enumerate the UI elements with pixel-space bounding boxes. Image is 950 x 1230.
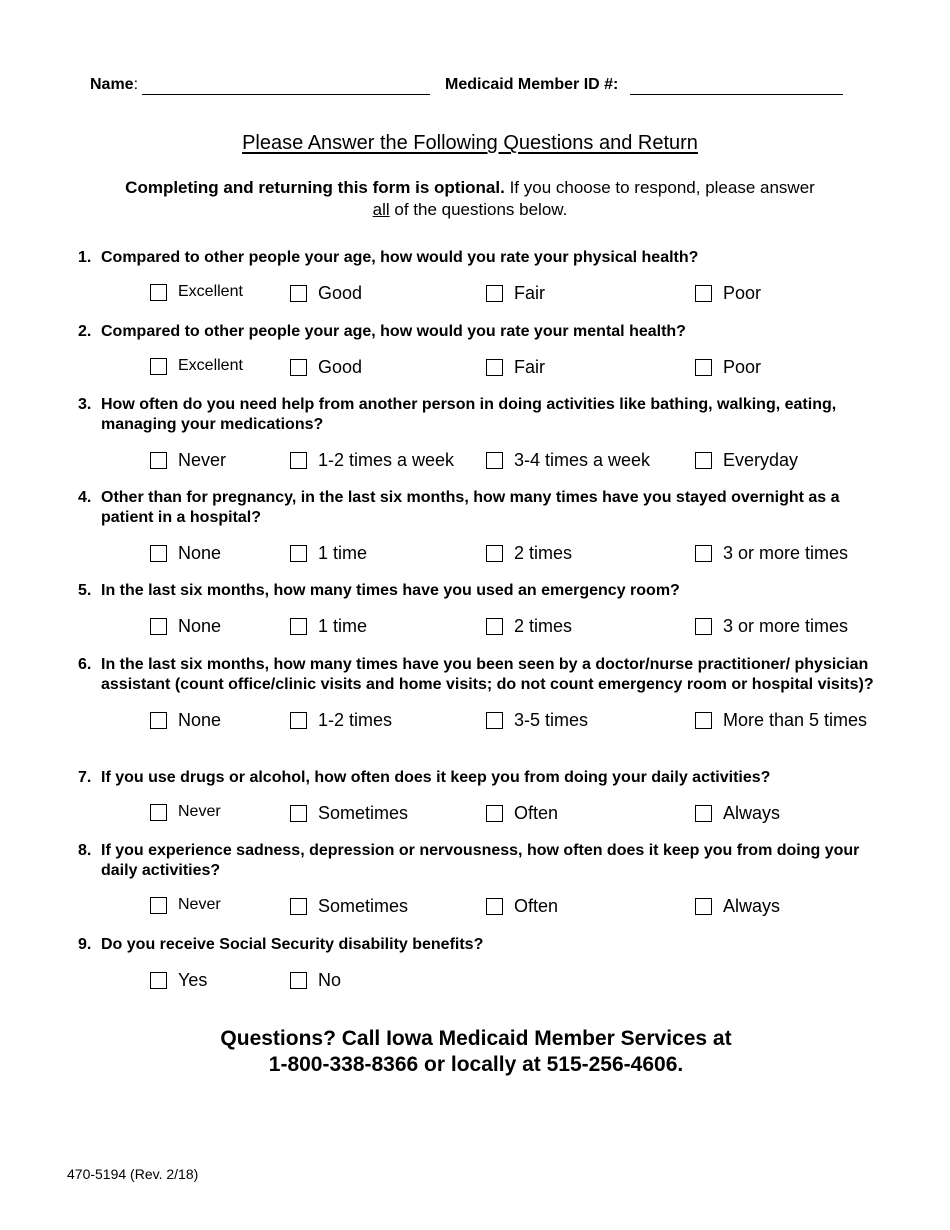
checkbox[interactable]: [290, 805, 307, 822]
intro-text: [60, 177, 880, 221]
option-1-time[interactable]: [290, 616, 367, 637]
option-label: Often: [514, 803, 559, 823]
option-1-2-times[interactable]: [290, 710, 392, 731]
member-id-label: Medicaid Member ID #:: [445, 76, 619, 93]
checkbox[interactable]: [150, 452, 167, 469]
option-label: Poor: [723, 357, 762, 377]
options-group: [78, 543, 878, 567]
option-label: Poor: [723, 283, 762, 303]
option-label: Sometimes: [318, 896, 409, 916]
intro-bold-text: Completing and returning this form is optional.: [125, 178, 505, 197]
option-label: 1-2 times: [318, 710, 393, 730]
checkbox[interactable]: [695, 545, 712, 562]
checkbox[interactable]: [150, 897, 167, 914]
name-field[interactable]: [142, 94, 430, 95]
contact-line-2: 1-800-338-8366 or locally at 515-256-4606.: [268, 1053, 684, 1076]
option-2-times[interactable]: [486, 543, 572, 564]
checkbox[interactable]: [150, 972, 167, 989]
option-good[interactable]: [290, 283, 362, 304]
option-sometimes[interactable]: [290, 803, 408, 824]
checkbox[interactable]: [695, 712, 712, 729]
option-label: None: [178, 710, 222, 730]
option-3-5-times[interactable]: [486, 710, 588, 731]
checkbox[interactable]: [486, 452, 503, 469]
question-3: [78, 395, 878, 474]
checkbox[interactable]: [486, 545, 503, 562]
option-label: Never: [178, 896, 221, 913]
checkbox[interactable]: [290, 359, 307, 376]
option-excellent[interactable]: [150, 357, 243, 375]
option-label: Excellent: [178, 357, 243, 374]
option-label: Often: [514, 896, 559, 916]
option-1-time[interactable]: [290, 543, 367, 564]
option-never[interactable]: [150, 896, 221, 914]
option-label: None: [178, 543, 222, 563]
question-number: 3.: [78, 396, 92, 413]
question-number: 5.: [78, 582, 92, 599]
member-id-field[interactable]: [630, 94, 843, 95]
option-excellent[interactable]: [150, 283, 243, 301]
intro-underlined-text: all: [372, 200, 390, 219]
option-poor[interactable]: [695, 283, 761, 304]
options-group: [78, 803, 878, 827]
option-label: No: [318, 970, 342, 990]
question-2: [78, 322, 878, 381]
option-label: 1 time: [318, 543, 368, 563]
contact-info: [0, 1026, 950, 1078]
form-header: [90, 76, 850, 100]
intro-text-part2: of the questions below.: [389, 200, 568, 219]
question-6: [78, 655, 878, 734]
checkbox[interactable]: [695, 898, 712, 915]
option-label: 3 or more times: [723, 543, 849, 563]
question-number: 8.: [78, 842, 92, 859]
checkbox[interactable]: [486, 285, 503, 302]
option-label: More than 5 times: [723, 710, 868, 730]
checkbox[interactable]: [290, 898, 307, 915]
option-3-or-more-times[interactable]: [695, 616, 848, 637]
checkbox[interactable]: [486, 898, 503, 915]
question-9: [78, 935, 878, 994]
question-text: In the last six months, how many times have you used an emergency room?: [101, 582, 680, 599]
option-label: 3-5 times: [514, 710, 589, 730]
options-group: [78, 710, 878, 734]
option-label: Everyday: [723, 450, 799, 470]
option-label: 1 time: [318, 616, 368, 636]
option-often[interactable]: [486, 896, 558, 917]
checkbox[interactable]: [486, 805, 503, 822]
question-number: 2.: [78, 323, 92, 340]
question-7: [78, 768, 878, 827]
checkbox[interactable]: [486, 359, 503, 376]
option-label: 3-4 times a week: [514, 450, 651, 470]
option-none[interactable]: [150, 616, 221, 637]
checkbox[interactable]: [150, 358, 167, 375]
question-text: Do you receive Social Security disability benefits?: [101, 936, 484, 953]
option-label: Never: [178, 450, 227, 470]
question-8: [78, 841, 878, 920]
form-title: Please Answer the Following Questions and Return: [242, 132, 698, 154]
question-text: Compared to other people your age, how would you rate your mental health?: [101, 323, 686, 340]
checkbox[interactable]: [486, 618, 503, 635]
option-fair[interactable]: [486, 357, 545, 378]
intro-text-part1: If you choose to respond, please answer: [504, 178, 815, 197]
option-sometimes[interactable]: [290, 896, 408, 917]
option-always[interactable]: [695, 803, 780, 824]
checkbox[interactable]: [290, 712, 307, 729]
option-never[interactable]: [150, 803, 221, 821]
question-4: [78, 488, 878, 567]
question-1: [78, 248, 878, 307]
option-none[interactable]: [150, 710, 221, 731]
option-none[interactable]: [150, 543, 221, 564]
options-group: [78, 357, 878, 381]
option-1-2-times-a-week[interactable]: [290, 450, 454, 471]
checkbox[interactable]: [150, 545, 167, 562]
option-label: Never: [178, 803, 221, 820]
option-more-than-5-times[interactable]: [695, 710, 867, 731]
option-label: Excellent: [178, 283, 243, 300]
options-group: [78, 450, 878, 474]
checkbox[interactable]: [290, 285, 307, 302]
checkbox[interactable]: [695, 805, 712, 822]
name-label: Name:: [90, 76, 139, 93]
question-text: If you experience sadness, depression or nervousness, how often does it keep you from doing your daily activities?: [101, 842, 860, 879]
option-3-4-times-a-week[interactable]: [486, 450, 650, 471]
option-fair[interactable]: [486, 283, 545, 304]
checkbox[interactable]: [150, 712, 167, 729]
option-label: Good: [318, 357, 363, 377]
option-label: Good: [318, 283, 363, 303]
question-text: If you use drugs or alcohol, how often does it keep you from doing your daily activities?: [101, 769, 771, 786]
option-label: 3 or more times: [723, 616, 849, 636]
question-number: 4.: [78, 489, 92, 506]
options-group: [78, 896, 878, 920]
checkbox[interactable]: [290, 972, 307, 989]
question-5: [78, 581, 878, 640]
option-yes[interactable]: [150, 970, 207, 991]
checkbox[interactable]: [150, 618, 167, 635]
checkbox[interactable]: [150, 284, 167, 301]
form-number: 470-5194 (Rev. 2/18): [67, 1166, 199, 1182]
options-group: [78, 283, 878, 307]
option-label: Yes: [178, 970, 208, 990]
option-everyday[interactable]: [695, 450, 798, 471]
question-text: Compared to other people your age, how would you rate your physical health?: [101, 249, 699, 266]
option-often[interactable]: [486, 803, 558, 824]
checkbox[interactable]: [290, 452, 307, 469]
question-text: How often do you need help from another person in doing activities like bathing, walking, eating, managing your medications?: [101, 396, 837, 433]
question-number: 6.: [78, 656, 92, 673]
option-label: 1-2 times a week: [318, 450, 455, 470]
option-label: 2 times: [514, 543, 573, 563]
checkbox[interactable]: [486, 712, 503, 729]
option-3-or-more-times[interactable]: [695, 543, 848, 564]
option-label: None: [178, 616, 222, 636]
question-number: 1.: [78, 249, 92, 266]
option-never[interactable]: [150, 450, 226, 471]
options-group: [78, 616, 878, 640]
option-good[interactable]: [290, 357, 362, 378]
checkbox[interactable]: [695, 452, 712, 469]
question-number: 9.: [78, 936, 92, 953]
question-text: Other than for pregnancy, in the last six months, how many times have you stayed overnight as a patient in a hospital?: [101, 489, 840, 526]
option-label: Always: [723, 803, 781, 823]
option-label: Fair: [514, 357, 545, 377]
option-2-times[interactable]: [486, 616, 572, 637]
option-label: Fair: [514, 283, 545, 303]
options-group: [78, 970, 878, 994]
question-number: 7.: [78, 769, 92, 786]
checkbox[interactable]: [290, 545, 307, 562]
checkbox[interactable]: [695, 618, 712, 635]
contact-line-1: Questions? Call Iowa Medicaid Member Services at: [220, 1027, 732, 1050]
checkbox[interactable]: [695, 359, 712, 376]
question-text: In the last six months, how many times have you been seen by a doctor/nurse practitioner/ physician assistant (count office/clinic visits and home visits; do not count emergency room or hospital visits)?: [101, 656, 874, 693]
option-always[interactable]: [695, 896, 780, 917]
checkbox[interactable]: [695, 285, 712, 302]
option-label: 2 times: [514, 616, 573, 636]
option-label: Sometimes: [318, 803, 409, 823]
option-label: Always: [723, 896, 781, 916]
option-no[interactable]: [290, 970, 341, 991]
checkbox[interactable]: [150, 804, 167, 821]
option-poor[interactable]: [695, 357, 761, 378]
checkbox[interactable]: [290, 618, 307, 635]
